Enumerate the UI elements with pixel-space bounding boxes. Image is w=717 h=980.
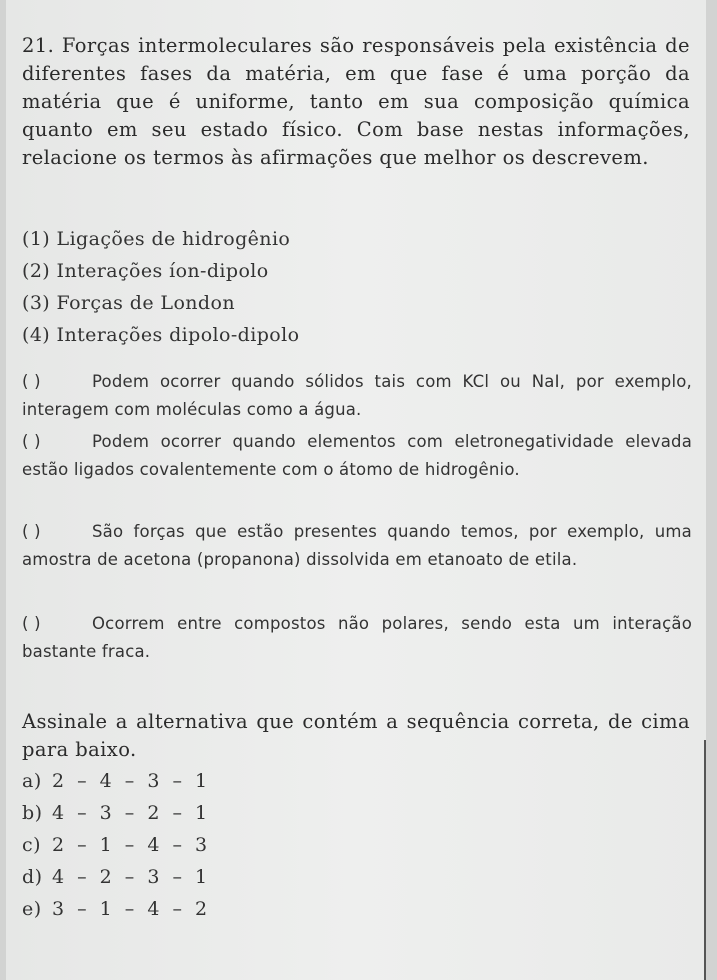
statement-1-text: Podem ocorrer quando sólidos tais com KCl ou NaI, por exemplo, interagem com moléculas como a água. xyxy=(22,372,692,419)
question-text: 21. Forças intermoleculares são responsáveis pela existência de diferentes fases da matéria, em que fase é uma porção da matéria que é uniforme, tanto em sua composição química quanto em seu estado físico. Com base nestas informações, relacione os termos às afirmações que melhor os descrevem. xyxy=(22,34,690,169)
statement-2 xyxy=(22,428,692,484)
statement-1 xyxy=(22,368,692,424)
option-e-sequence: 3 – 1 – 4 – 2 xyxy=(52,898,208,920)
term-1: (1) Ligações de hidrogênio xyxy=(22,228,291,250)
option-e[interactable] xyxy=(22,898,208,920)
option-b-sequence: 4 – 3 – 2 – 1 xyxy=(52,802,208,824)
statement-4-blank[interactable]: ( ) xyxy=(22,614,41,633)
statement-4-text: Ocorrem entre compostos não polares, sendo esta um interação bastante fraca. xyxy=(22,614,692,661)
statement-3-blank[interactable]: ( ) xyxy=(22,522,41,541)
term-4: (4) Interações dipolo-dipolo xyxy=(22,324,300,346)
option-b-label: b) xyxy=(22,802,43,824)
instruction-text: Assinale a alternativa que contém a sequência correta, de cima para baixo. xyxy=(22,710,690,761)
option-a-sequence: 2 – 4 – 3 – 1 xyxy=(52,770,208,792)
option-d[interactable] xyxy=(22,866,208,888)
statement-2-text: Podem ocorrer quando elementos com eletronegatividade elevada estão ligados covalentemente com o átomo de hidrogênio. xyxy=(22,432,692,479)
option-a-label: a) xyxy=(22,770,42,792)
statement-3-text: São forças que estão presentes quando temos, por exemplo, uma amostra de acetona (propanona) dissolvida em etanoato de etila. xyxy=(22,522,692,569)
option-c-label: c) xyxy=(22,834,42,856)
statement-4 xyxy=(22,610,692,666)
option-b[interactable] xyxy=(22,802,208,824)
term-3: (3) Forças de London xyxy=(22,292,235,314)
option-c[interactable] xyxy=(22,834,208,856)
option-d-label: d) xyxy=(22,866,43,888)
term-2: (2) Interações íon-dipolo xyxy=(22,260,269,282)
statement-2-blank[interactable]: ( ) xyxy=(22,432,41,451)
option-a[interactable] xyxy=(22,770,208,792)
option-c-sequence: 2 – 1 – 4 – 3 xyxy=(52,834,208,856)
statement-1-blank[interactable]: ( ) xyxy=(22,372,41,391)
page-edge-line xyxy=(704,740,706,980)
option-e-label: e) xyxy=(22,898,42,920)
worksheet-page xyxy=(6,0,706,980)
statement-3 xyxy=(22,518,692,574)
option-d-sequence: 4 – 2 – 3 – 1 xyxy=(52,866,208,888)
